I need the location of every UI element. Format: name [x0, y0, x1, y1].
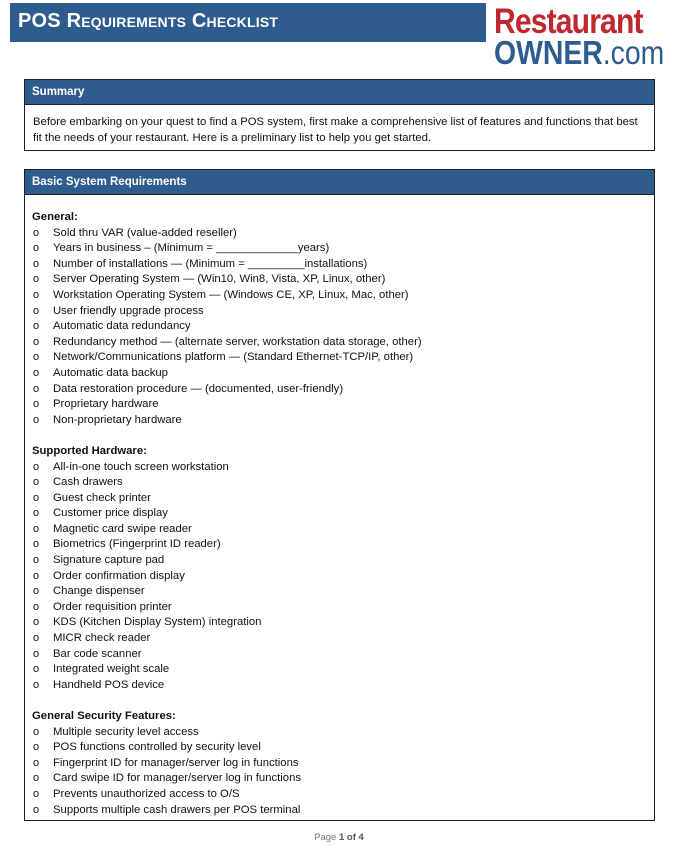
checklist-item-text: Workstation Operating System — (Windows CE, XP, Linux, Mac, other)	[53, 288, 409, 301]
checklist-item	[25, 304, 654, 320]
circle-bullet-icon: o	[33, 304, 40, 317]
checklist-item-text: Server Operating System — (Win10, Win8, Vista, XP, Linux, other)	[53, 273, 386, 286]
page-of: of	[346, 832, 356, 843]
checklist-item	[25, 241, 654, 257]
checklist-item-text: Multiple security level access	[53, 725, 199, 738]
checklist-item	[25, 350, 654, 366]
page-current: 1	[338, 832, 345, 843]
checklist-item	[25, 740, 654, 756]
checklist-item	[25, 226, 654, 242]
checklist-item	[25, 569, 654, 585]
summary-text: Before embarking on your quest to find a POS system, first make a comprehensive list of features and functions that best fit the needs of your restaurant. Here is a preliminary list to help you get started.	[33, 116, 638, 144]
requirements-heading: Basic System Requirements	[25, 170, 654, 195]
checklist-item-text: Fingerprint ID for manager/server log in functions	[53, 756, 299, 769]
checklist-item-text: Supports multiple cash drawers per POS terminal	[53, 803, 301, 816]
page-title: POS Requirements Checklist	[18, 10, 279, 32]
circle-bullet-icon: o	[33, 273, 40, 286]
checklist-item	[25, 771, 654, 787]
circle-bullet-icon: o	[33, 741, 40, 754]
circle-bullet-icon: o	[33, 351, 40, 364]
checklist-item	[25, 600, 654, 616]
checklist-item-text: Order confirmation display	[53, 569, 185, 582]
checklist-item-text: Sold thru VAR (value-added reseller)	[53, 226, 237, 239]
checklist-item-text: Biometrics (Fingerprint ID reader)	[53, 538, 221, 551]
checklist-item-text: Signature capture pad	[53, 554, 165, 567]
circle-bullet-icon: o	[33, 288, 40, 301]
checklist-item	[25, 787, 654, 803]
checklist-item-text: POS functions controlled by security level	[53, 741, 261, 754]
circle-bullet-icon: o	[33, 803, 40, 816]
summary-heading: Summary	[25, 80, 654, 105]
checklist	[25, 460, 654, 694]
checklist-item	[25, 756, 654, 772]
checklist-item-text: Handheld POS device	[53, 678, 165, 691]
title-bar	[10, 3, 486, 42]
circle-bullet-icon: o	[33, 678, 40, 691]
section-heading: General Security Features:	[32, 710, 176, 722]
checklist-item	[25, 537, 654, 553]
checklist-item	[25, 397, 654, 413]
checklist-item-text: Change dispenser	[53, 585, 145, 598]
checklist-item-text: Data restoration procedure — (documented, user-friendly)	[53, 382, 344, 395]
checklist-item-text: Network/Communications platform — (Standard Ethernet-TCP/IP, other)	[53, 351, 414, 364]
circle-bullet-icon: o	[33, 398, 40, 411]
circle-bullet-icon: o	[33, 663, 40, 676]
checklist-item-text: KDS (Kitchen Display System) integration	[53, 616, 262, 629]
checklist-item-text: Automatic data redundancy	[53, 320, 191, 333]
circle-bullet-icon: o	[33, 616, 40, 629]
circle-bullet-icon: o	[33, 366, 40, 379]
checklist-item	[25, 584, 654, 600]
circle-bullet-icon: o	[33, 647, 40, 660]
circle-bullet-icon: o	[33, 522, 40, 535]
checklist-item	[25, 615, 654, 631]
checklist-item	[25, 553, 654, 569]
checklist-item-text: Guest check printer	[53, 491, 151, 504]
checklist-item	[25, 631, 654, 647]
logo-restaurant-text: Restaurant	[494, 2, 643, 41]
circle-bullet-icon: o	[33, 507, 40, 520]
circle-bullet-icon: o	[33, 226, 40, 239]
circle-bullet-icon: o	[33, 772, 40, 785]
checklist-item-text: Integrated weight scale	[53, 663, 170, 676]
circle-bullet-icon: o	[33, 242, 40, 255]
checklist-item-text: Automatic data backup	[53, 366, 168, 379]
circle-bullet-icon: o	[33, 413, 40, 426]
checklist-item	[25, 335, 654, 351]
checklist-item	[25, 475, 654, 491]
checklist-item-text: Cash drawers	[53, 476, 123, 489]
checklist	[25, 226, 654, 429]
summary-box	[24, 79, 655, 151]
page-total: 4	[358, 832, 364, 843]
checklist-item	[25, 257, 654, 273]
circle-bullet-icon: o	[33, 460, 40, 473]
checklist-item-text: Bar code scanner	[53, 647, 142, 660]
checklist-item-text: Redundancy method — (alternate server, workstation data storage, other)	[53, 335, 422, 348]
circle-bullet-icon: o	[33, 257, 40, 270]
circle-bullet-icon: o	[33, 756, 40, 769]
checklist-item-text: Order requisition printer	[53, 600, 172, 613]
checklist-item	[25, 522, 654, 538]
checklist-item-text: Card swipe ID for manager/server log in functions	[53, 772, 302, 785]
restaurant-owner-logo	[494, 4, 674, 72]
checklist-item-text: Non-proprietary hardware	[53, 413, 182, 426]
circle-bullet-icon: o	[33, 476, 40, 489]
checklist-item	[25, 413, 654, 429]
requirements-sections	[25, 210, 654, 818]
checklist-item-text: Number of installations — (Minimum = _________installations)	[53, 257, 368, 270]
circle-bullet-icon: o	[33, 554, 40, 567]
checklist-item-text: Customer price display	[53, 507, 168, 520]
checklist-item-text: User friendly upgrade process	[53, 304, 204, 317]
checklist-item	[25, 506, 654, 522]
checklist-item	[25, 678, 654, 694]
checklist-item	[25, 803, 654, 819]
circle-bullet-icon: o	[33, 491, 40, 504]
checklist-item-text: MICR check reader	[53, 632, 151, 645]
circle-bullet-icon: o	[33, 569, 40, 582]
circle-bullet-icon: o	[33, 725, 40, 738]
checklist	[25, 725, 654, 819]
checklist-item-text: Prevents unauthorized access to O/S	[53, 787, 240, 800]
logo-owner-word: OWNER	[494, 34, 603, 71]
checklist-item	[25, 725, 654, 741]
checklist-item-text: All-in-one touch screen workstation	[53, 460, 229, 473]
circle-bullet-icon: o	[33, 585, 40, 598]
checklist-item-text: Magnetic card swipe reader	[53, 522, 192, 535]
circle-bullet-icon: o	[33, 600, 40, 613]
logo-owner-text	[494, 36, 664, 70]
section-heading: General:	[32, 211, 78, 223]
checklist-item	[25, 366, 654, 382]
checklist-item-text: Years in business – (Minimum = _____________years)	[53, 242, 330, 255]
circle-bullet-icon: o	[33, 787, 40, 800]
checklist-item	[25, 491, 654, 507]
checklist-item	[25, 647, 654, 663]
section-heading: Supported Hardware:	[32, 444, 147, 457]
page-label: Page	[314, 832, 337, 843]
checklist-item	[25, 460, 654, 476]
circle-bullet-icon: o	[33, 632, 40, 645]
page-footer	[0, 832, 678, 843]
circle-bullet-icon: o	[33, 335, 40, 348]
checklist-item	[25, 272, 654, 288]
checklist-item	[25, 382, 654, 398]
checklist-item	[25, 662, 654, 678]
circle-bullet-icon: o	[33, 538, 40, 551]
circle-bullet-icon: o	[33, 320, 40, 333]
checklist-item	[25, 319, 654, 335]
checklist-item	[25, 288, 654, 304]
checklist-item-text: Proprietary hardware	[53, 398, 159, 411]
requirements-box	[24, 169, 655, 821]
circle-bullet-icon: o	[33, 382, 40, 395]
logo-dotcom: .com	[602, 34, 665, 71]
